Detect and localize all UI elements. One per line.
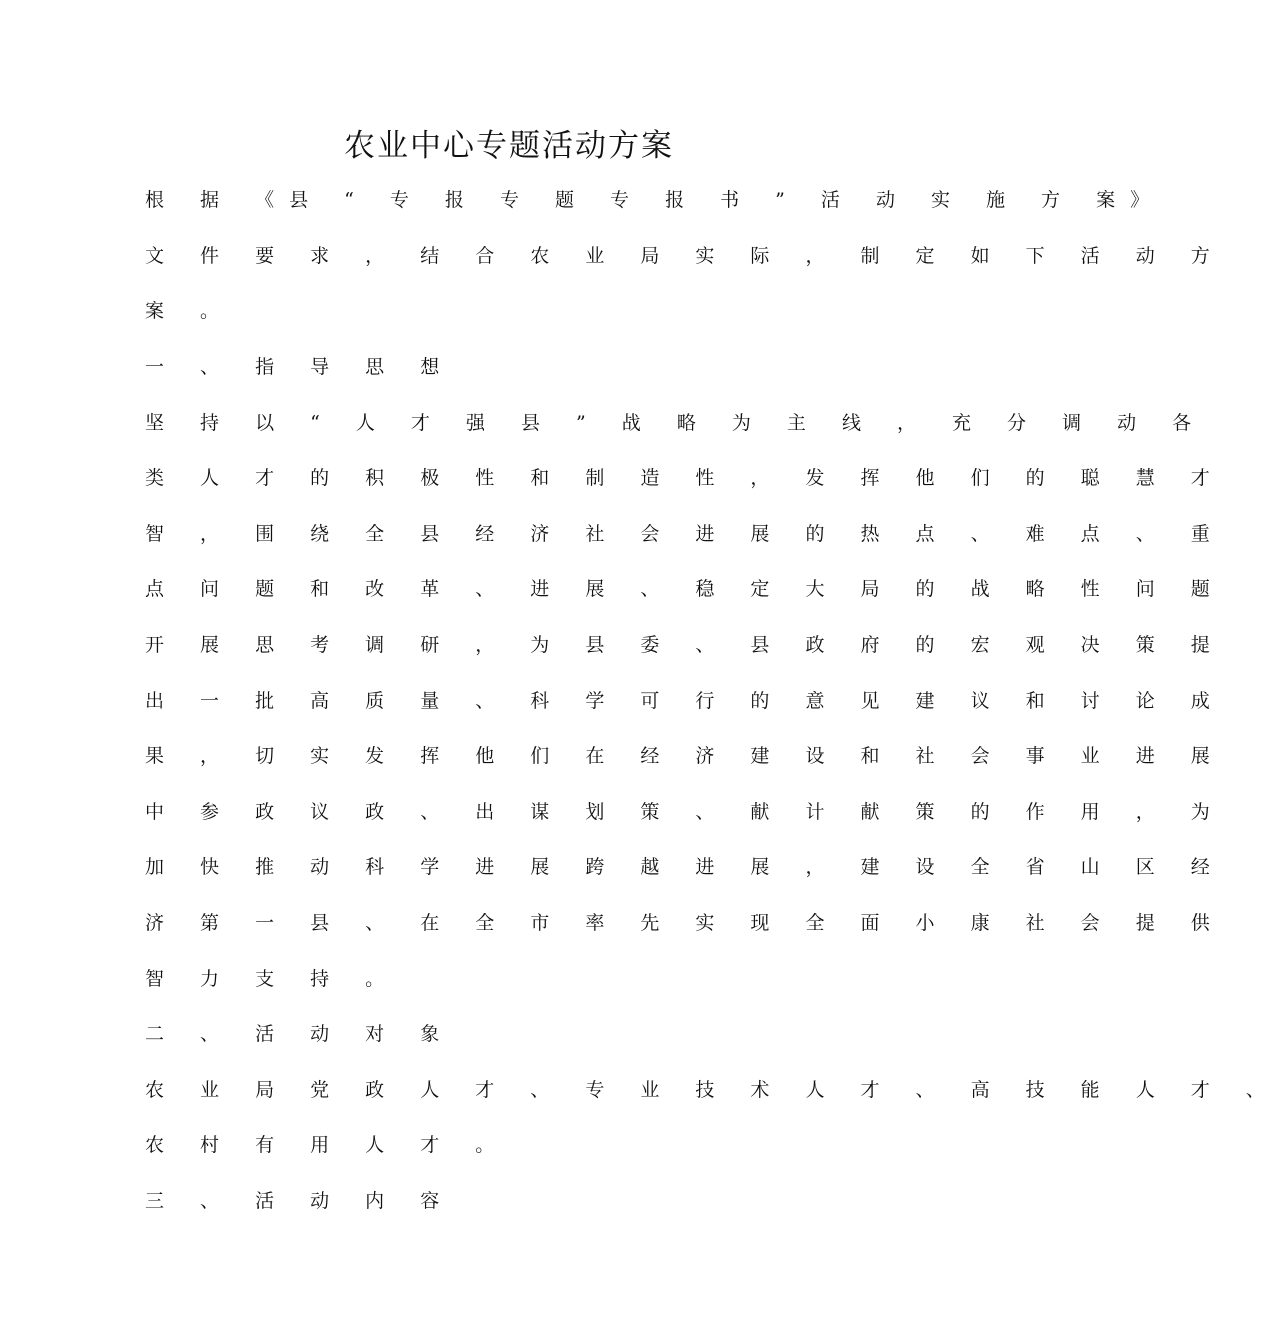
section-heading: 二 、 活 动 对 象	[145, 1023, 455, 1045]
document-title: 农业中心专题活动方案	[344, 128, 674, 164]
paragraph-line: 根 据 《县 “ 专 报 专 题 专 报 书 ” 活 动 实 施 方 案》	[145, 189, 1165, 211]
paragraph-line: 果 ， 切 实 发 挥 他 们 在 经 济 建 设 和 社 会 事 业 进 展	[145, 745, 1225, 767]
paragraph-line: 农 村 有 用 人 才 。	[145, 1134, 510, 1156]
paragraph-line: 加 快 推 动 科 学 进 展 跨 越 进 展 ， 建 设 全 省 山 区 经	[145, 856, 1225, 878]
paragraph-line: 坚 持 以 “ 人 才 强 县 ” 战 略 为 主 线 ， 充 分 调 动 各	[145, 412, 1207, 434]
paragraph-line: 开 展 思 考 调 研 ， 为 县 委 、 县 政 府 的 宏 观 决 策 提	[145, 634, 1225, 656]
paragraph-line: 点 问 题 和 改 革 、 进 展 、 稳 定 大 局 的 战 略 性 问 题	[145, 578, 1225, 600]
paragraph-line: 智 ， 围 绕 全 县 经 济 社 会 进 展 的 热 点 、 难 点 、 重	[145, 523, 1225, 545]
section-heading: 一 、 指 导 思 想	[145, 356, 455, 378]
paragraph-line: 案 。	[145, 300, 235, 322]
paragraph-line: 农 业 局 党 政 人 才 、 专 业 技 术 人 才 、 高 技 能 人 才 、	[145, 1079, 1280, 1101]
paragraph-line: 出 一 批 高 质 量 、 科 学 可 行 的 意 见 建 议 和 讨 论 成	[145, 690, 1225, 712]
section-heading: 三 、 活 动 内 容	[145, 1190, 455, 1212]
paragraph-line: 智 力 支 持 。	[145, 968, 400, 990]
paragraph-line: 类 人 才 的 积 极 性 和 制 造 性 ， 发 挥 他 们 的 聪 慧 才	[145, 467, 1225, 489]
paragraph-line: 中 参 政 议 政 、 出 谋 划 策 、 献 计 献 策 的 作 用 ， 为	[145, 801, 1225, 823]
paragraph-line: 文 件 要 求 ， 结 合 农 业 局 实 际 ， 制 定 如 下 活 动 方	[145, 245, 1225, 267]
paragraph-line: 济 第 一 县 、 在 全 市 率 先 实 现 全 面 小 康 社 会 提 供	[145, 912, 1225, 934]
